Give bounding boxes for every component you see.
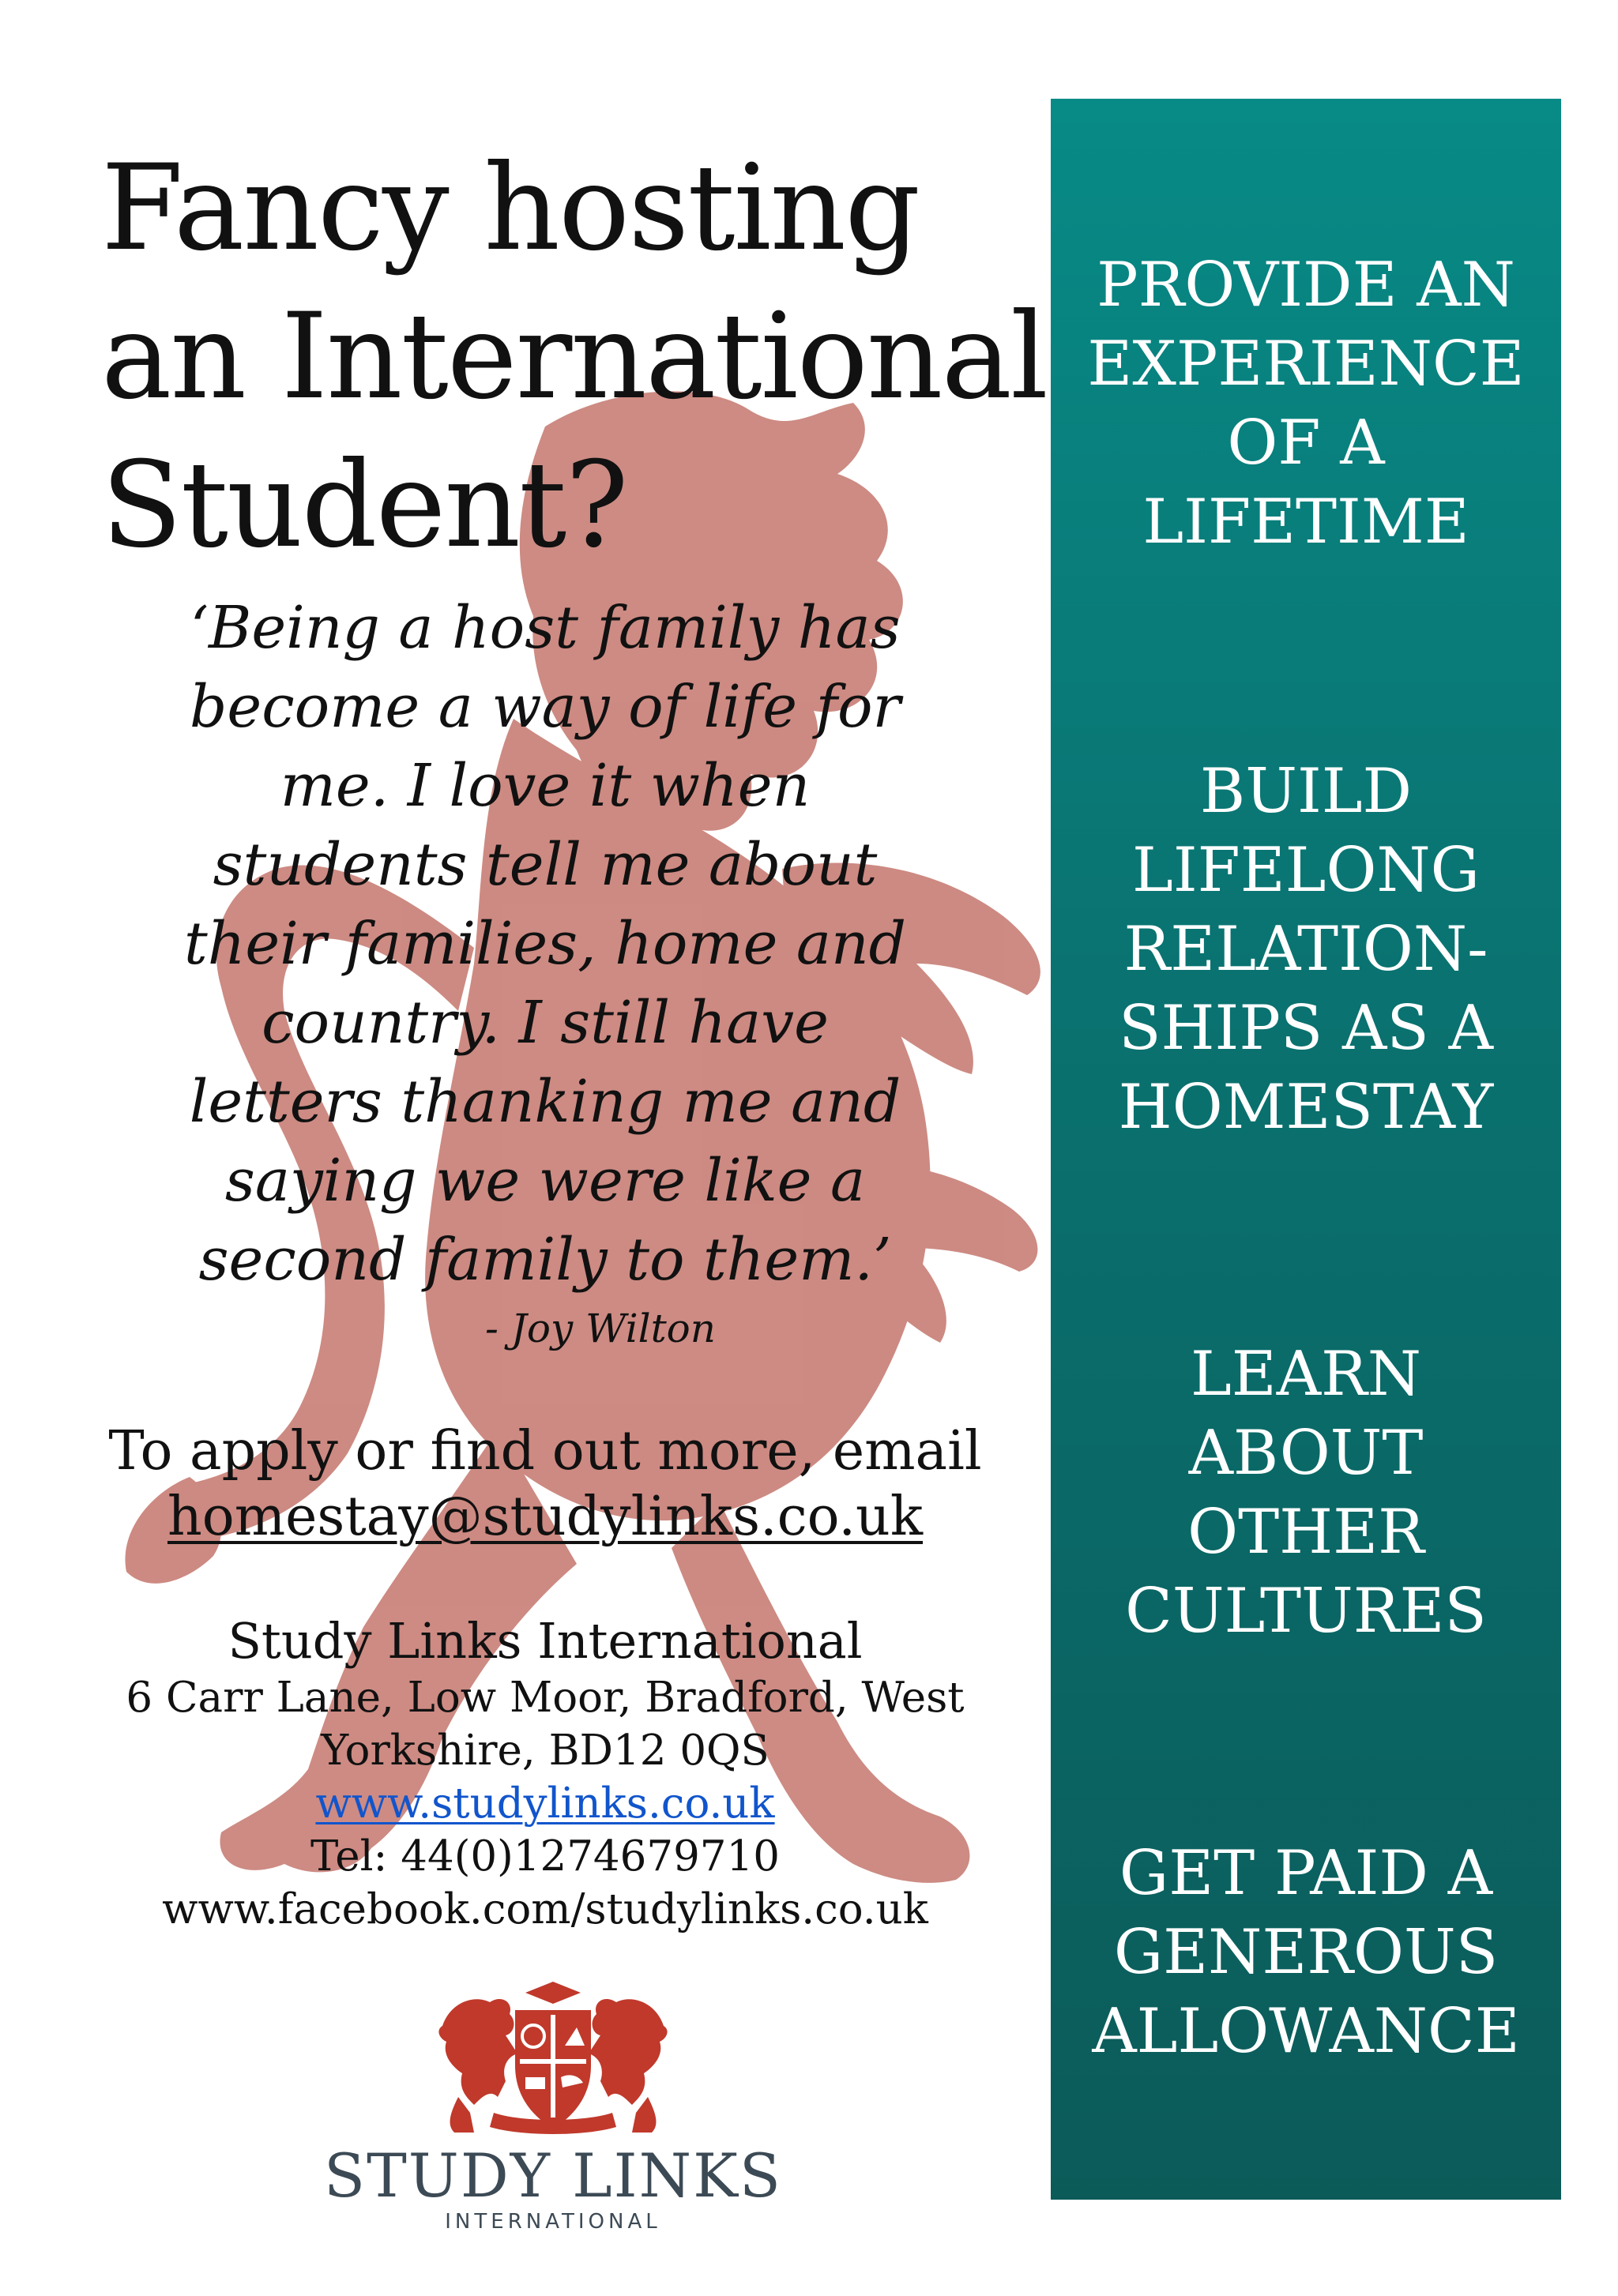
address-line-2: Yorkshire, BD12 0QS bbox=[321, 1727, 769, 1775]
benefit-relationships: BUILD LIFELONG RELATION- SHIPS AS A HOMESTAY bbox=[1118, 756, 1494, 1143]
benefits-sidebar bbox=[1051, 99, 1561, 2200]
email-link[interactable]: homestay@studylinks.co.uk bbox=[167, 1486, 924, 1548]
telephone: Tel: 44(0)1274679710 bbox=[310, 1832, 780, 1881]
facebook-address: www.facebook.com/studylinks.co.uk bbox=[162, 1885, 928, 1933]
contact-block bbox=[103, 1611, 988, 1936]
organisation-name: Study Links International bbox=[228, 1612, 863, 1670]
headline: Fancy hosting an International Student? bbox=[101, 140, 1047, 574]
benefit-allowance: GET PAID A GENEROUS ALLOWANCE bbox=[1092, 1838, 1520, 2067]
address-line-1: 6 Carr Lane, Low Moor, Bradford, West bbox=[126, 1674, 965, 1722]
website-link[interactable]: www.studylinks.co.uk bbox=[315, 1779, 775, 1828]
testimonial-quote: ‘Being a host family has become a way of life for me. I love it when students tell me about their families, home and country. I still have letters thanking me and saying we were like a second family to them.’ bbox=[183, 594, 907, 1294]
logo-name: STUDY LINKS bbox=[324, 2140, 782, 2211]
crest-icon bbox=[427, 1978, 679, 2144]
logo-subtitle: INTERNATIONAL bbox=[445, 2210, 661, 2234]
testimonial-author: - Joy Wilton bbox=[485, 1306, 716, 1351]
benefit-cultures: LEARN ABOUT OTHER CULTURES bbox=[1125, 1339, 1487, 1647]
benefit-experience: PROVIDE AN EXPERIENCE OF A LIFETIME bbox=[1087, 250, 1525, 558]
study-links-logo bbox=[316, 1978, 790, 2247]
apply-prompt: To apply or find out more, email bbox=[108, 1420, 982, 1482]
